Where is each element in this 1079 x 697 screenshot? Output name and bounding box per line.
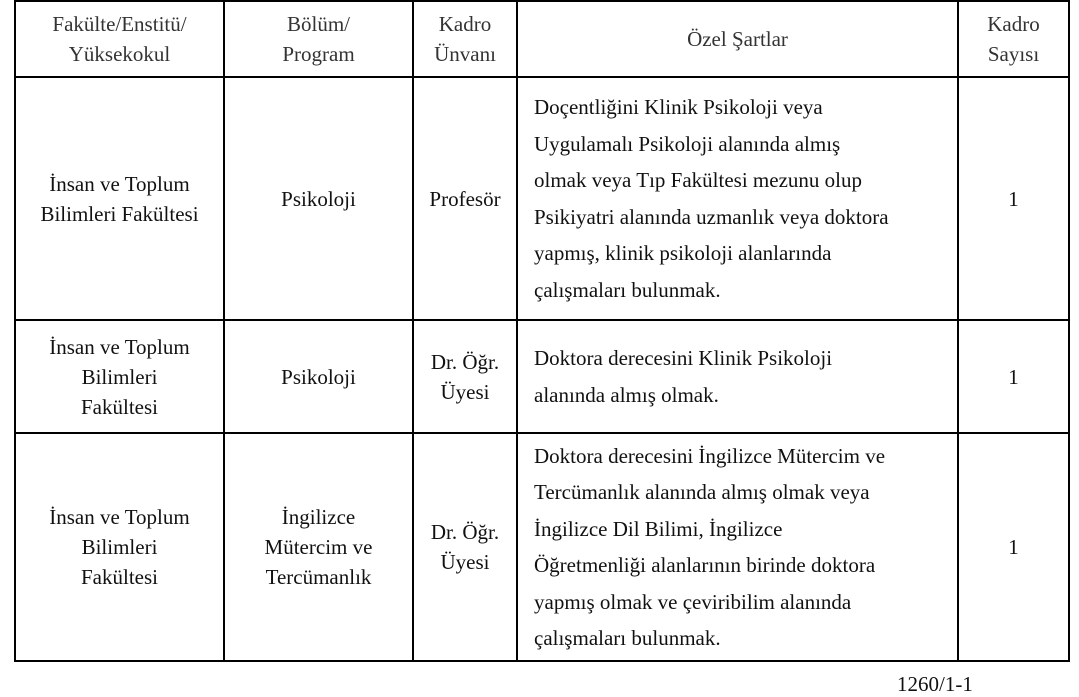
cell-fakulte: İnsan ve Toplum Bilimleri Fakültesi — [15, 77, 224, 320]
cell-bolum: Psikoloji — [224, 77, 413, 320]
cell-ozel-sartlar: Doçentliğini Klinik Psikoloji veya Uygulamalı Psikoloji alanında almış olmak veya Tıp Fakültesi mezunu olup Psikiyatri alanında uzmanlık veya doktora yapmış, klinik psikoloji alanlarında çalışmaları bulunmak. — [517, 77, 958, 320]
cell-kadro-sayisi: 1 — [958, 77, 1069, 320]
cell-ozel-sartlar: Doktora derecesini İngilizce Mütercim ve Tercümanlık alanında almış olmak veya İngilizce Dil Bilimi, İngilizce Öğretmenliği alanlarının birinde doktora yapmış olmak ve çeviribilim alanında çalışmaları bulunmak. — [517, 433, 958, 661]
cell-kadro-sayisi: 1 — [958, 433, 1069, 661]
header-bolum: Bölüm/ Program — [224, 1, 413, 77]
page-reference-number: 1260/1-1 — [897, 672, 973, 696]
table-row — [15, 320, 1069, 433]
header-kadro-unvani: Kadro Ünvanı — [413, 1, 517, 77]
cell-kadro-unvani: Profesör — [413, 77, 517, 320]
cell-kadro-unvani: Dr. Öğr. Üyesi — [413, 320, 517, 433]
document-page — [14, 0, 1068, 662]
table-row — [15, 433, 1069, 661]
cell-fakulte: İnsan ve Toplum Bilimleri Fakültesi — [15, 320, 224, 433]
cell-bolum: Psikoloji — [224, 320, 413, 433]
cell-fakulte: İnsan ve Toplum Bilimleri Fakültesi — [15, 433, 224, 661]
faculty-positions-table — [14, 0, 1070, 662]
cell-kadro-sayisi: 1 — [958, 320, 1069, 433]
cell-ozel-sartlar: Doktora derecesini Klinik Psikoloji alanında almış olmak. — [517, 320, 958, 433]
header-ozel-sartlar: Özel Şartlar — [517, 1, 958, 77]
table-row — [15, 77, 1069, 320]
table-header-row — [15, 1, 1069, 77]
header-fakulte: Fakülte/Enstitü/ Yüksekokul — [15, 1, 224, 77]
cell-bolum: İngilizce Mütercim ve Tercümanlık — [224, 433, 413, 661]
cell-kadro-unvani: Dr. Öğr. Üyesi — [413, 433, 517, 661]
header-kadro-sayisi: Kadro Sayısı — [958, 1, 1069, 77]
